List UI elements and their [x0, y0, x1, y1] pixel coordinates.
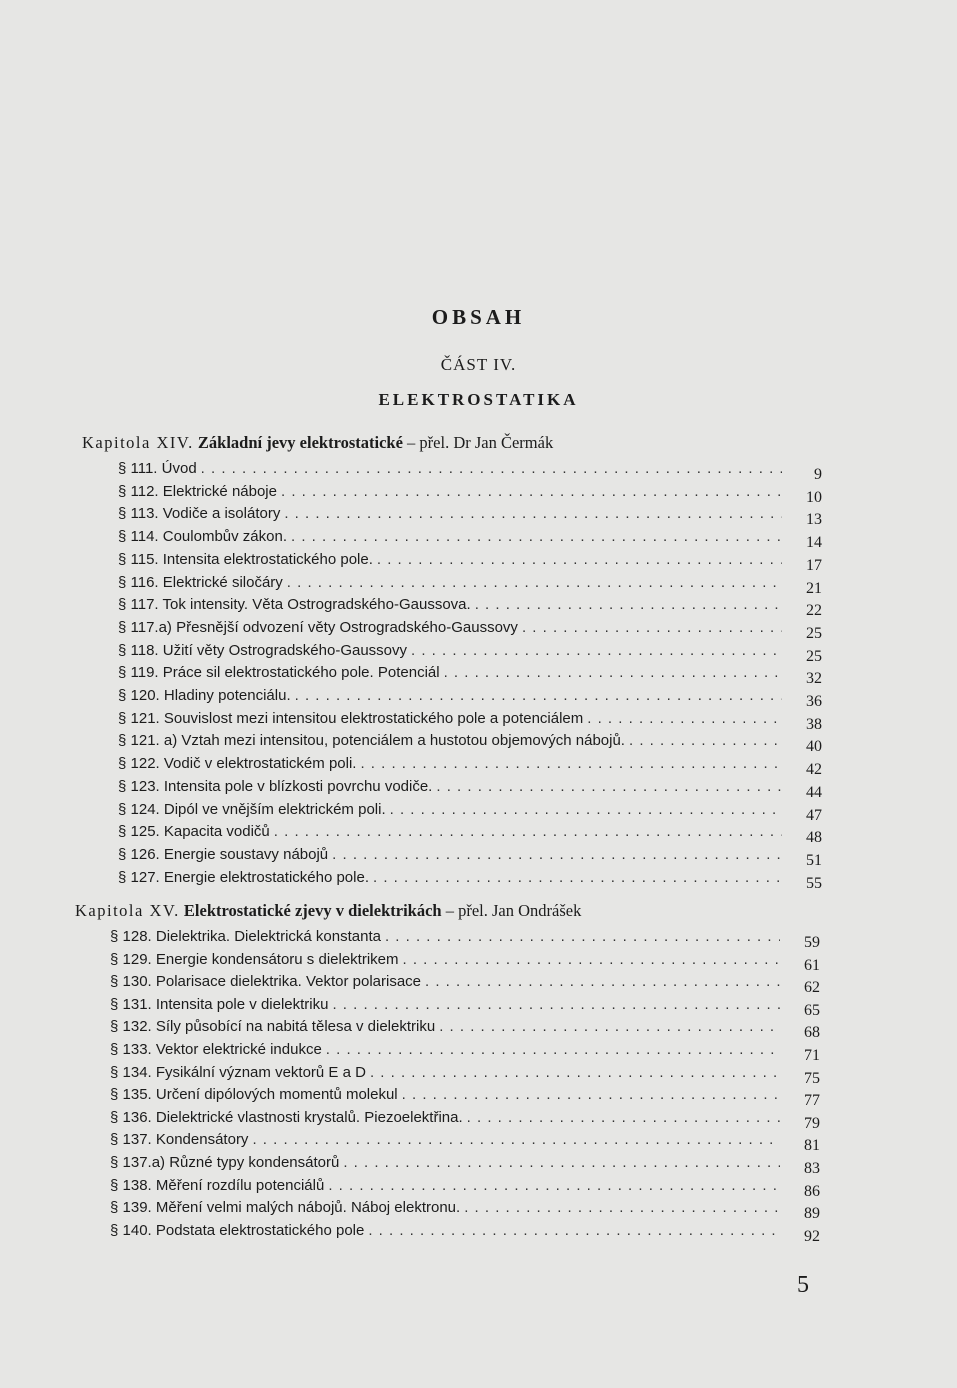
- entry-label: § 117.a) Přesnější odvození věty Ostrogradského-Gaussovy: [118, 618, 518, 636]
- leader-dots: [332, 846, 782, 863]
- toc-entry: [118, 755, 822, 778]
- entry-page: 48: [806, 829, 822, 847]
- leader-dots: [522, 619, 782, 636]
- leader-dots: [291, 528, 782, 545]
- chapter-translator: – přel. Dr Jan Čermák: [407, 433, 554, 452]
- leader-dots: [328, 1177, 780, 1194]
- leader-dots: [436, 778, 782, 795]
- leader-dots: [326, 1041, 780, 1058]
- leader-dots: [475, 596, 782, 613]
- leader-dots: [295, 687, 782, 704]
- entry-label: § 137. Kondensátory: [110, 1131, 249, 1149]
- entry-page: 47: [806, 806, 822, 824]
- entry-label: § 116. Elektrické siločáry: [118, 573, 283, 591]
- entry-label: § 122. Vodič v elektrostatickém poli.: [118, 755, 357, 773]
- toc-entry: [110, 1154, 820, 1177]
- entry-label: § 138. Měření rozdílu potenciálů: [110, 1176, 325, 1194]
- toc-entry: [118, 823, 822, 846]
- entry-page: 59: [804, 934, 820, 951]
- entry-label: § 117. Tok intensity. Věta Ostrogradského-Gaussova.: [118, 596, 471, 614]
- leader-dots: [252, 1131, 780, 1148]
- toc-entry: [110, 1131, 820, 1154]
- entry-label: § 121. Souvislost mezi intensitou elektrostatického pole a potenciálem: [118, 709, 584, 727]
- leader-dots: [629, 732, 782, 749]
- entry-page: 38: [806, 715, 822, 733]
- leader-dots: [402, 1086, 780, 1103]
- entry-label: § 128. Dielektrika. Dielektrická konstanta: [110, 928, 381, 945]
- entry-label: § 120. Hladiny potenciálu.: [118, 687, 291, 704]
- entry-label: § 135. Určení dipólových momentů molekul: [110, 1086, 398, 1104]
- entry-page: 14: [806, 534, 822, 552]
- leader-dots: [425, 973, 780, 990]
- chapter-heading-xiv: [82, 433, 822, 457]
- entry-label: § 132. Síly působící na nabitá tělesa v dielektriku: [110, 1018, 436, 1036]
- toc-entry: [110, 1222, 820, 1245]
- toc-entry: [110, 996, 820, 1019]
- entry-page: 55: [806, 874, 822, 892]
- toc-entry: [110, 1064, 820, 1087]
- chapter-translator: – přel. Jan Ondrášek: [445, 901, 582, 920]
- entry-page: 92: [804, 1227, 820, 1245]
- chapter-title: Elektrostatické zjevy v dielektrikách: [183, 901, 442, 920]
- leader-dots: [201, 460, 782, 477]
- entry-page: 81: [804, 1137, 820, 1155]
- leader-dots: [377, 551, 782, 568]
- entry-page: 42: [806, 761, 822, 779]
- entry-label: § 115. Intensita elektrostatického pole.: [118, 550, 373, 568]
- entry-page: 51: [806, 851, 822, 869]
- toc-entry: [118, 619, 822, 642]
- toc-entry: [118, 551, 822, 574]
- entry-label: § 113. Vodiče a isolátory: [118, 505, 281, 523]
- entry-page: 21: [806, 579, 822, 597]
- entry-label: § 130. Polarisace dielektrika. Vektor polarisace: [110, 973, 422, 991]
- toc-entry: [118, 732, 822, 755]
- entry-page: 25: [806, 647, 822, 665]
- toc-entry: [118, 846, 822, 869]
- entry-page: 75: [804, 1069, 820, 1087]
- entry-page: 22: [806, 602, 822, 620]
- leader-dots: [368, 1222, 780, 1239]
- entry-page: 71: [804, 1047, 820, 1064]
- entry-label: § 139. Měření velmi malých nábojů. Náboj elektronu.: [110, 1199, 461, 1217]
- leader-dots: [403, 951, 780, 968]
- leader-dots: [467, 1109, 780, 1126]
- entry-page: 32: [806, 670, 822, 688]
- entry-page: 79: [804, 1114, 820, 1132]
- chapter-label: Kapitola XIV.: [82, 433, 194, 452]
- entry-label: § 134. Fysikální význam vektorů E a D: [110, 1063, 366, 1081]
- entry-label: § 123. Intensita pole v blízkosti povrchu vodiče.: [118, 777, 433, 795]
- chapter-title: Základní jevy elektrostatické: [197, 433, 403, 452]
- chapter-label: Kapitola XV.: [75, 901, 180, 920]
- part-heading: ČÁST IV.: [440, 355, 517, 374]
- leader-dots: [370, 1064, 780, 1081]
- entry-label: § 114. Coulombův zákon.: [118, 528, 287, 546]
- toc-entry: [118, 505, 822, 528]
- entry-page: 77: [804, 1092, 820, 1110]
- toc-entry: [110, 1177, 820, 1200]
- entry-page: 89: [804, 1205, 820, 1223]
- entry-page: 40: [806, 738, 822, 756]
- entry-label: § 112. Elektrické náboje: [118, 482, 277, 500]
- leader-dots: [274, 823, 782, 840]
- entry-label: § 119. Práce sil elektrostatického pole. Potenciál: [118, 664, 440, 682]
- section-heading: ELEKTROSTATIKA: [378, 390, 579, 409]
- leader-dots: [385, 928, 780, 945]
- toc-entry: [118, 596, 822, 619]
- entry-page: 86: [804, 1182, 820, 1200]
- entry-label: § 125. Kapacita vodičů: [118, 823, 270, 841]
- entry-label: § 133. Vektor elektrické indukce: [110, 1041, 322, 1058]
- toc-entry: [118, 528, 822, 551]
- leader-dots: [411, 642, 782, 659]
- toc-entry: [118, 710, 822, 733]
- entry-label: § 124. Dipól ve vnějším elektrickém poli.: [118, 800, 386, 818]
- toc-entry: [110, 928, 820, 951]
- chapter-heading-xv: [75, 901, 815, 925]
- toc-entry: [118, 801, 822, 824]
- entry-page: 36: [806, 693, 822, 710]
- entry-label: § 118. Užití věty Ostrogradského-Gaussovy: [118, 641, 408, 659]
- leader-dots: [332, 996, 780, 1013]
- entry-label: § 140. Podstata elektrostatického pole: [110, 1221, 365, 1239]
- toc-title: OBSAH: [431, 305, 526, 329]
- entry-label: § 127. Energie elektrostatického pole.: [118, 868, 369, 886]
- entry-label: § 131. Intensita pole v dielektriku: [110, 995, 329, 1013]
- toc-entry: [118, 483, 822, 506]
- entry-label: § 137.a) Různé typy kondensátorů: [110, 1154, 340, 1171]
- toc-entry: [110, 951, 820, 974]
- toc-entry: [118, 664, 822, 687]
- entry-label: § 121. a) Vztah mezi intensitou, potenciálem a hustotou objemových nábojů.: [118, 732, 625, 750]
- leader-dots: [587, 710, 782, 727]
- entry-page: 65: [804, 1001, 820, 1019]
- toc-entry: [118, 460, 822, 483]
- entry-page: 68: [804, 1024, 820, 1042]
- entry-page: 61: [804, 956, 820, 974]
- entry-label: § 136. Dielektrické vlastnosti krystalů. Piezoelektřina.: [110, 1108, 463, 1126]
- entry-label: § 111. Úvod: [118, 460, 197, 477]
- toc-entry: [118, 574, 822, 597]
- leader-dots: [360, 755, 782, 772]
- toc-entry: [118, 869, 822, 892]
- leader-dots: [373, 869, 782, 886]
- toc-entry: [110, 1199, 820, 1222]
- entry-page: 10: [806, 488, 822, 506]
- toc-entry: [110, 1086, 820, 1109]
- toc-entry: [110, 1041, 820, 1064]
- toc-entry: [110, 1109, 820, 1132]
- leader-dots: [439, 1018, 780, 1035]
- entry-page: 17: [806, 556, 822, 574]
- entry-page: 9: [814, 466, 822, 483]
- toc-entry: [118, 778, 822, 801]
- entry-label: § 126. Energie soustavy nábojů: [118, 845, 329, 863]
- toc-entry: [118, 687, 822, 710]
- entry-page: 83: [804, 1160, 820, 1177]
- leader-dots: [444, 664, 782, 681]
- entry-label: § 129. Energie kondensátoru s dielektrikem: [110, 950, 399, 968]
- entry-page: 44: [806, 783, 822, 801]
- leader-dots: [343, 1154, 780, 1171]
- leader-dots: [390, 801, 782, 818]
- entry-page: 62: [804, 979, 820, 997]
- leader-dots: [464, 1199, 780, 1216]
- toc-entry: [110, 1018, 820, 1041]
- page-number: 5: [797, 1272, 809, 1298]
- leader-dots: [281, 483, 782, 500]
- toc-entry: [118, 642, 822, 665]
- leader-dots: [287, 574, 782, 591]
- entry-page: 25: [806, 624, 822, 642]
- toc-entry: [110, 973, 820, 996]
- leader-dots: [284, 505, 782, 522]
- entry-page: 13: [806, 511, 822, 529]
